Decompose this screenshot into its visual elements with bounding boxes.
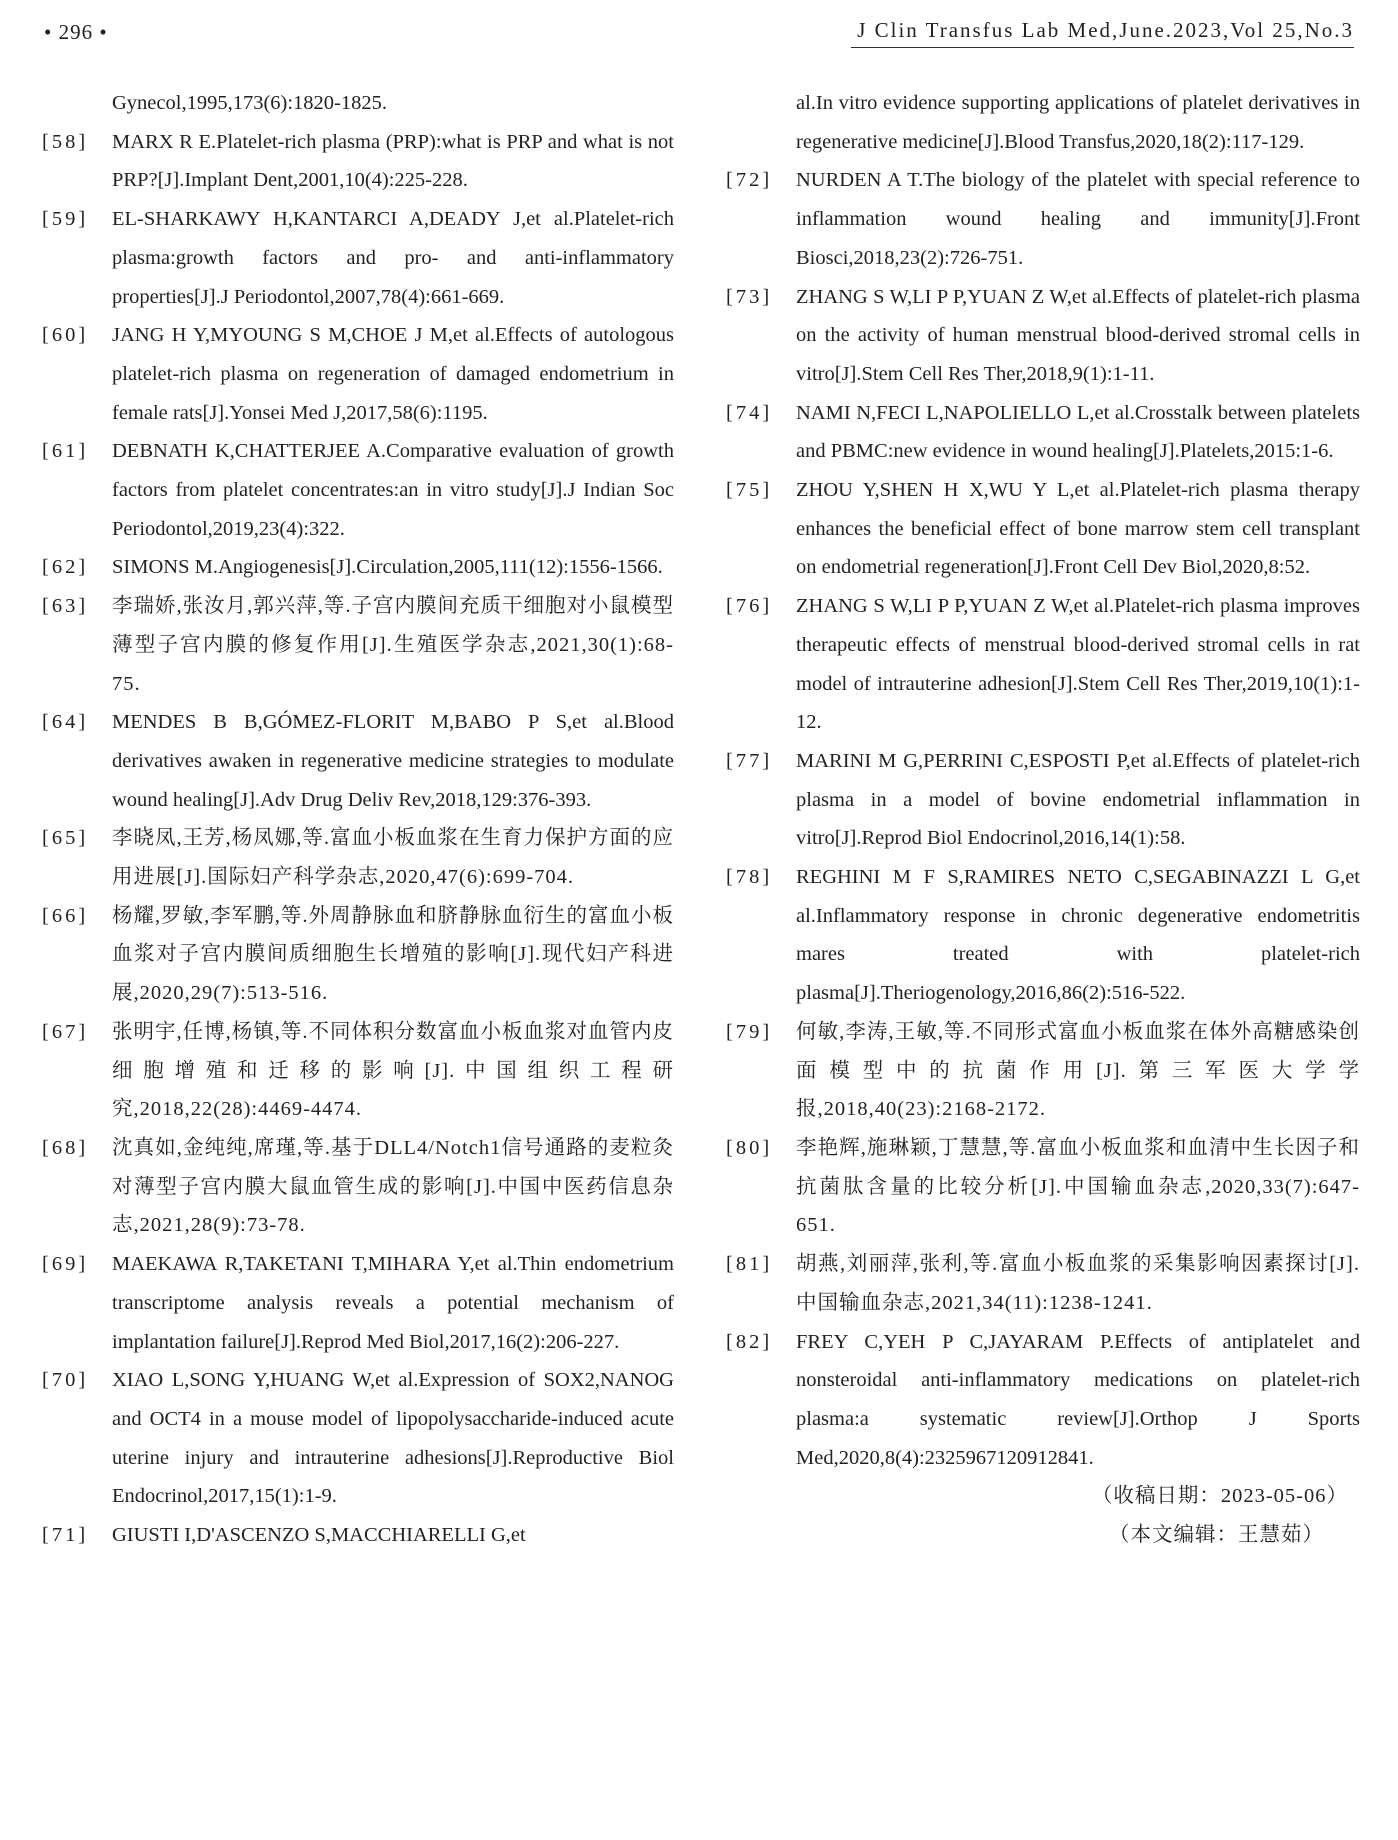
reference-text: 张明宇,任博,杨镇,等.不同体积分数富血小板血浆对血管内皮细胞增殖和迁移的影响[J].中国组织工程研究,2018,22(28):4469-4474. (112, 1020, 674, 1121)
reference-item (726, 1245, 1360, 1322)
reference-number: [69] (42, 1253, 89, 1276)
reference-text: ZHANG S W,LI P P,YUAN Z W,et al.Effects of platelet-rich plasma on the activity of human menstrual blood-derived stromal cells in vitro[J].Stem Cell Res Ther,2018,9(1):1-11. (796, 285, 1360, 385)
reference-text: FREY C,YEH P C,JAYARAM P.Effects of antiplatelet and nonsteroidal anti-inflammatory medications on platelet-rich plasma:a systematic review[J].Orthop J Sports Med,2020,8(4):2325967120912841. (796, 1330, 1360, 1469)
reference-number: [67] (42, 1020, 89, 1043)
reference-text: DEBNATH K,CHATTERJEE A.Comparative evaluation of growth factors from platelet concentrates:an in vitro study[J].J Indian Soc Periodontol,2019,23(4):322. (112, 440, 674, 540)
reference-number: [66] (42, 904, 89, 927)
reference-item (726, 1323, 1360, 1478)
reference-number: [58] (42, 130, 89, 153)
reference-item (42, 1361, 674, 1516)
reference-text: 李晓凤,王芳,杨凤娜,等.富血小板血浆在生育力保护方面的应用进展[J].国际妇产科学杂志,2020,47(6):699-704. (112, 827, 674, 889)
reference-number: [70] (42, 1369, 89, 1392)
reference-number: [78] (726, 866, 773, 889)
reference-number: [80] (726, 1136, 773, 1159)
reference-item (42, 316, 674, 432)
reference-number: [77] (726, 749, 773, 772)
reference-number: [61] (42, 440, 89, 463)
reference-text: EL-SHARKAWY H,KANTARCI A,DEADY J,et al.Platelet-rich plasma:growth factors and pro- and anti-inflammatory properties[J].J Periodontol,2007,78(4):661-669. (112, 208, 674, 308)
reference-item (42, 84, 674, 123)
journal-citation: J Clin Transfus Lab Med,June.2023,Vol 25,No.3 (851, 18, 1354, 48)
reference-item (42, 819, 674, 896)
reference-number: [60] (42, 324, 89, 347)
reference-number: [79] (726, 1020, 773, 1043)
reference-text: 沈真如,金纯纯,席瑾,等.基于DLL4/Notch1信号通路的麦粒灸对薄型子宫内膜大鼠血管生成的影响[J].中国中医药信息杂志,2021,28(9):73-78. (112, 1136, 674, 1237)
left-column (42, 84, 674, 1555)
reference-number: [71] (42, 1524, 89, 1547)
reference-item (726, 84, 1360, 161)
reference-item (42, 1516, 674, 1555)
reference-text: 胡燕,刘丽萍,张利,等.富血小板血浆的采集影响因素探讨[J].中国输血杂志,2021,34(11):1238-1241. (796, 1253, 1360, 1314)
page-number: • 296 • (44, 20, 108, 44)
reference-text: REGHINI M F S,RAMIRES NETO C,SEGABINAZZI L G,et al.Inflammatory response in chronic degenerative endometritis mares treated with platelet-rich plasma[J].Theriogenology,2016,86(2):516-522. (796, 866, 1360, 1005)
reference-item (42, 1013, 674, 1129)
reference-text: NURDEN A T.The biology of the platelet with special reference to inflammation wound healing and immunity[J].Front Biosci,2018,23(2):726-751. (796, 169, 1360, 269)
reference-number: [73] (726, 285, 773, 308)
reference-number: [63] (42, 595, 89, 618)
reference-item (42, 123, 674, 200)
reference-item (42, 548, 674, 587)
reference-item (726, 161, 1360, 277)
reference-item (726, 1013, 1360, 1129)
reference-text: NAMI N,FECI L,NAPOLIELLO L,et al.Crosstalk between platelets and PBMC:new evidence in wound healing[J].Platelets,2015:1-6. (796, 401, 1360, 463)
reference-number: [65] (42, 827, 89, 850)
reference-text: MAEKAWA R,TAKETANI T,MIHARA Y,et al.Thin endometrium transcriptome analysis reveals a potential mechanism of implantation failure[J].Reprod Med Biol,2017,16(2):206-227. (112, 1253, 674, 1353)
reference-text: 李艳辉,施琳颖,丁慧慧,等.富血小板血浆和血清中生长因子和抗菌肽含量的比较分析[J].中国输血杂志,2020,33(7):647-651. (796, 1136, 1360, 1237)
page-header (40, 14, 1358, 48)
reference-item (726, 471, 1360, 587)
reference-number: [75] (726, 479, 773, 502)
reference-text: al.In vitro evidence supporting applications of platelet derivatives in regenerative medicine[J].Blood Transfus,2020,18(2):117-129. (796, 92, 1360, 153)
right-column (726, 84, 1360, 1554)
received-date: （收稿日期：2023-05-06） (1091, 1485, 1348, 1508)
reference-item (42, 1129, 674, 1245)
reference-text: XIAO L,SONG Y,HUANG W,et al.Expression of SOX2,NANOG and OCT4 in a mouse model of lipopolysaccharide-induced acute uterine injury and intrauterine adhesions[J].Reproductive Biol Endocrinol,2017,15(1):1-9. (112, 1369, 674, 1508)
reference-number: [59] (42, 208, 89, 231)
reference-text: Gynecol,1995,173(6):1820-1825. (112, 92, 387, 114)
reference-text: 何敏,李涛,王敏,等.不同形式富血小板血浆在体外高糖感染创面模型中的抗菌作用[J].第三军医大学学报,2018,40(23):2168-2172. (796, 1020, 1360, 1121)
reference-text: ZHANG S W,LI P P,YUAN Z W,et al.Platelet-rich plasma improves therapeutic effects of menstrual blood-derived stromal cells in rat model of intrauterine adhesion[J].Stem Cell Res Ther,2019,10(1):1-12. (796, 595, 1360, 734)
reference-number: [72] (726, 169, 773, 192)
reference-text: MARX R E.Platelet-rich plasma (PRP):what is PRP and what is not PRP?[J].Implant Dent,2001,10(4):225-228. (112, 130, 674, 192)
reference-text: MARINI M G,PERRINI C,ESPOSTI P,et al.Effects of platelet-rich plasma in a model of bovine endometrial inflammation in vitro[J].Reprod Biol Endocrinol,2016,14(1):58. (796, 749, 1360, 850)
reference-item (42, 897, 674, 1013)
reference-text: ZHOU Y,SHEN H X,WU Y L,et al.Platelet-rich plasma therapy enhances the beneficial effect of bone marrow stem cell transplant on endometrial regeneration[J].Front Cell Dev Biol,2020,8:52. (796, 479, 1360, 579)
reference-number: [81] (726, 1253, 773, 1276)
reference-item (726, 742, 1360, 858)
reference-text: SIMONS M.Angiogenesis[J].Circulation,2005,111(12):1556-1566. (112, 556, 663, 579)
reference-item (42, 200, 674, 316)
reference-text: 李瑞娇,张汝月,郭兴萍,等.子宫内膜间充质干细胞对小鼠模型薄型子宫内膜的修复作用[J].生殖医学杂志,2021,30(1):68-75. (112, 595, 674, 695)
reference-number: [76] (726, 595, 773, 618)
reference-text: JANG H Y,MYOUNG S M,CHOE J M,et al.Effects of autologous platelet-rich plasma on regeneration of damaged endometrium in female rats[J].Yonsei Med J,2017,58(6):1195. (112, 324, 674, 424)
reference-number: [82] (726, 1330, 773, 1353)
reference-item (42, 432, 674, 548)
reference-item (726, 278, 1360, 394)
reference-number: [74] (726, 401, 773, 424)
reference-item (726, 1129, 1360, 1245)
editor-note: （本文编辑：王慧茹） (1109, 1523, 1324, 1546)
reference-number: [68] (42, 1136, 89, 1159)
reference-item (42, 587, 674, 703)
reference-item (726, 394, 1360, 471)
reference-item (42, 703, 674, 819)
reference-text: MENDES B B,GÓMEZ-FLORIT M,BABO P S,et al.Blood derivatives awaken in regenerative medicine strategies to modulate wound healing[J].Adv Drug Deliv Rev,2018,129:376-393. (112, 711, 674, 811)
reference-text: 杨耀,罗敏,李军鹏,等.外周静脉血和脐静脉血衍生的富血小板血浆对子宫内膜间质细胞生长增殖的影响[J].现代妇产科进展,2020,29(7):513-516. (112, 904, 674, 1005)
reference-item (726, 858, 1360, 1013)
reference-item (726, 587, 1360, 742)
reference-number: [64] (42, 711, 89, 734)
reference-text: GIUSTI I,D'ASCENZO S,MACCHIARELLI G,et (112, 1524, 526, 1547)
reference-number: [62] (42, 556, 89, 579)
reference-item (42, 1245, 674, 1361)
